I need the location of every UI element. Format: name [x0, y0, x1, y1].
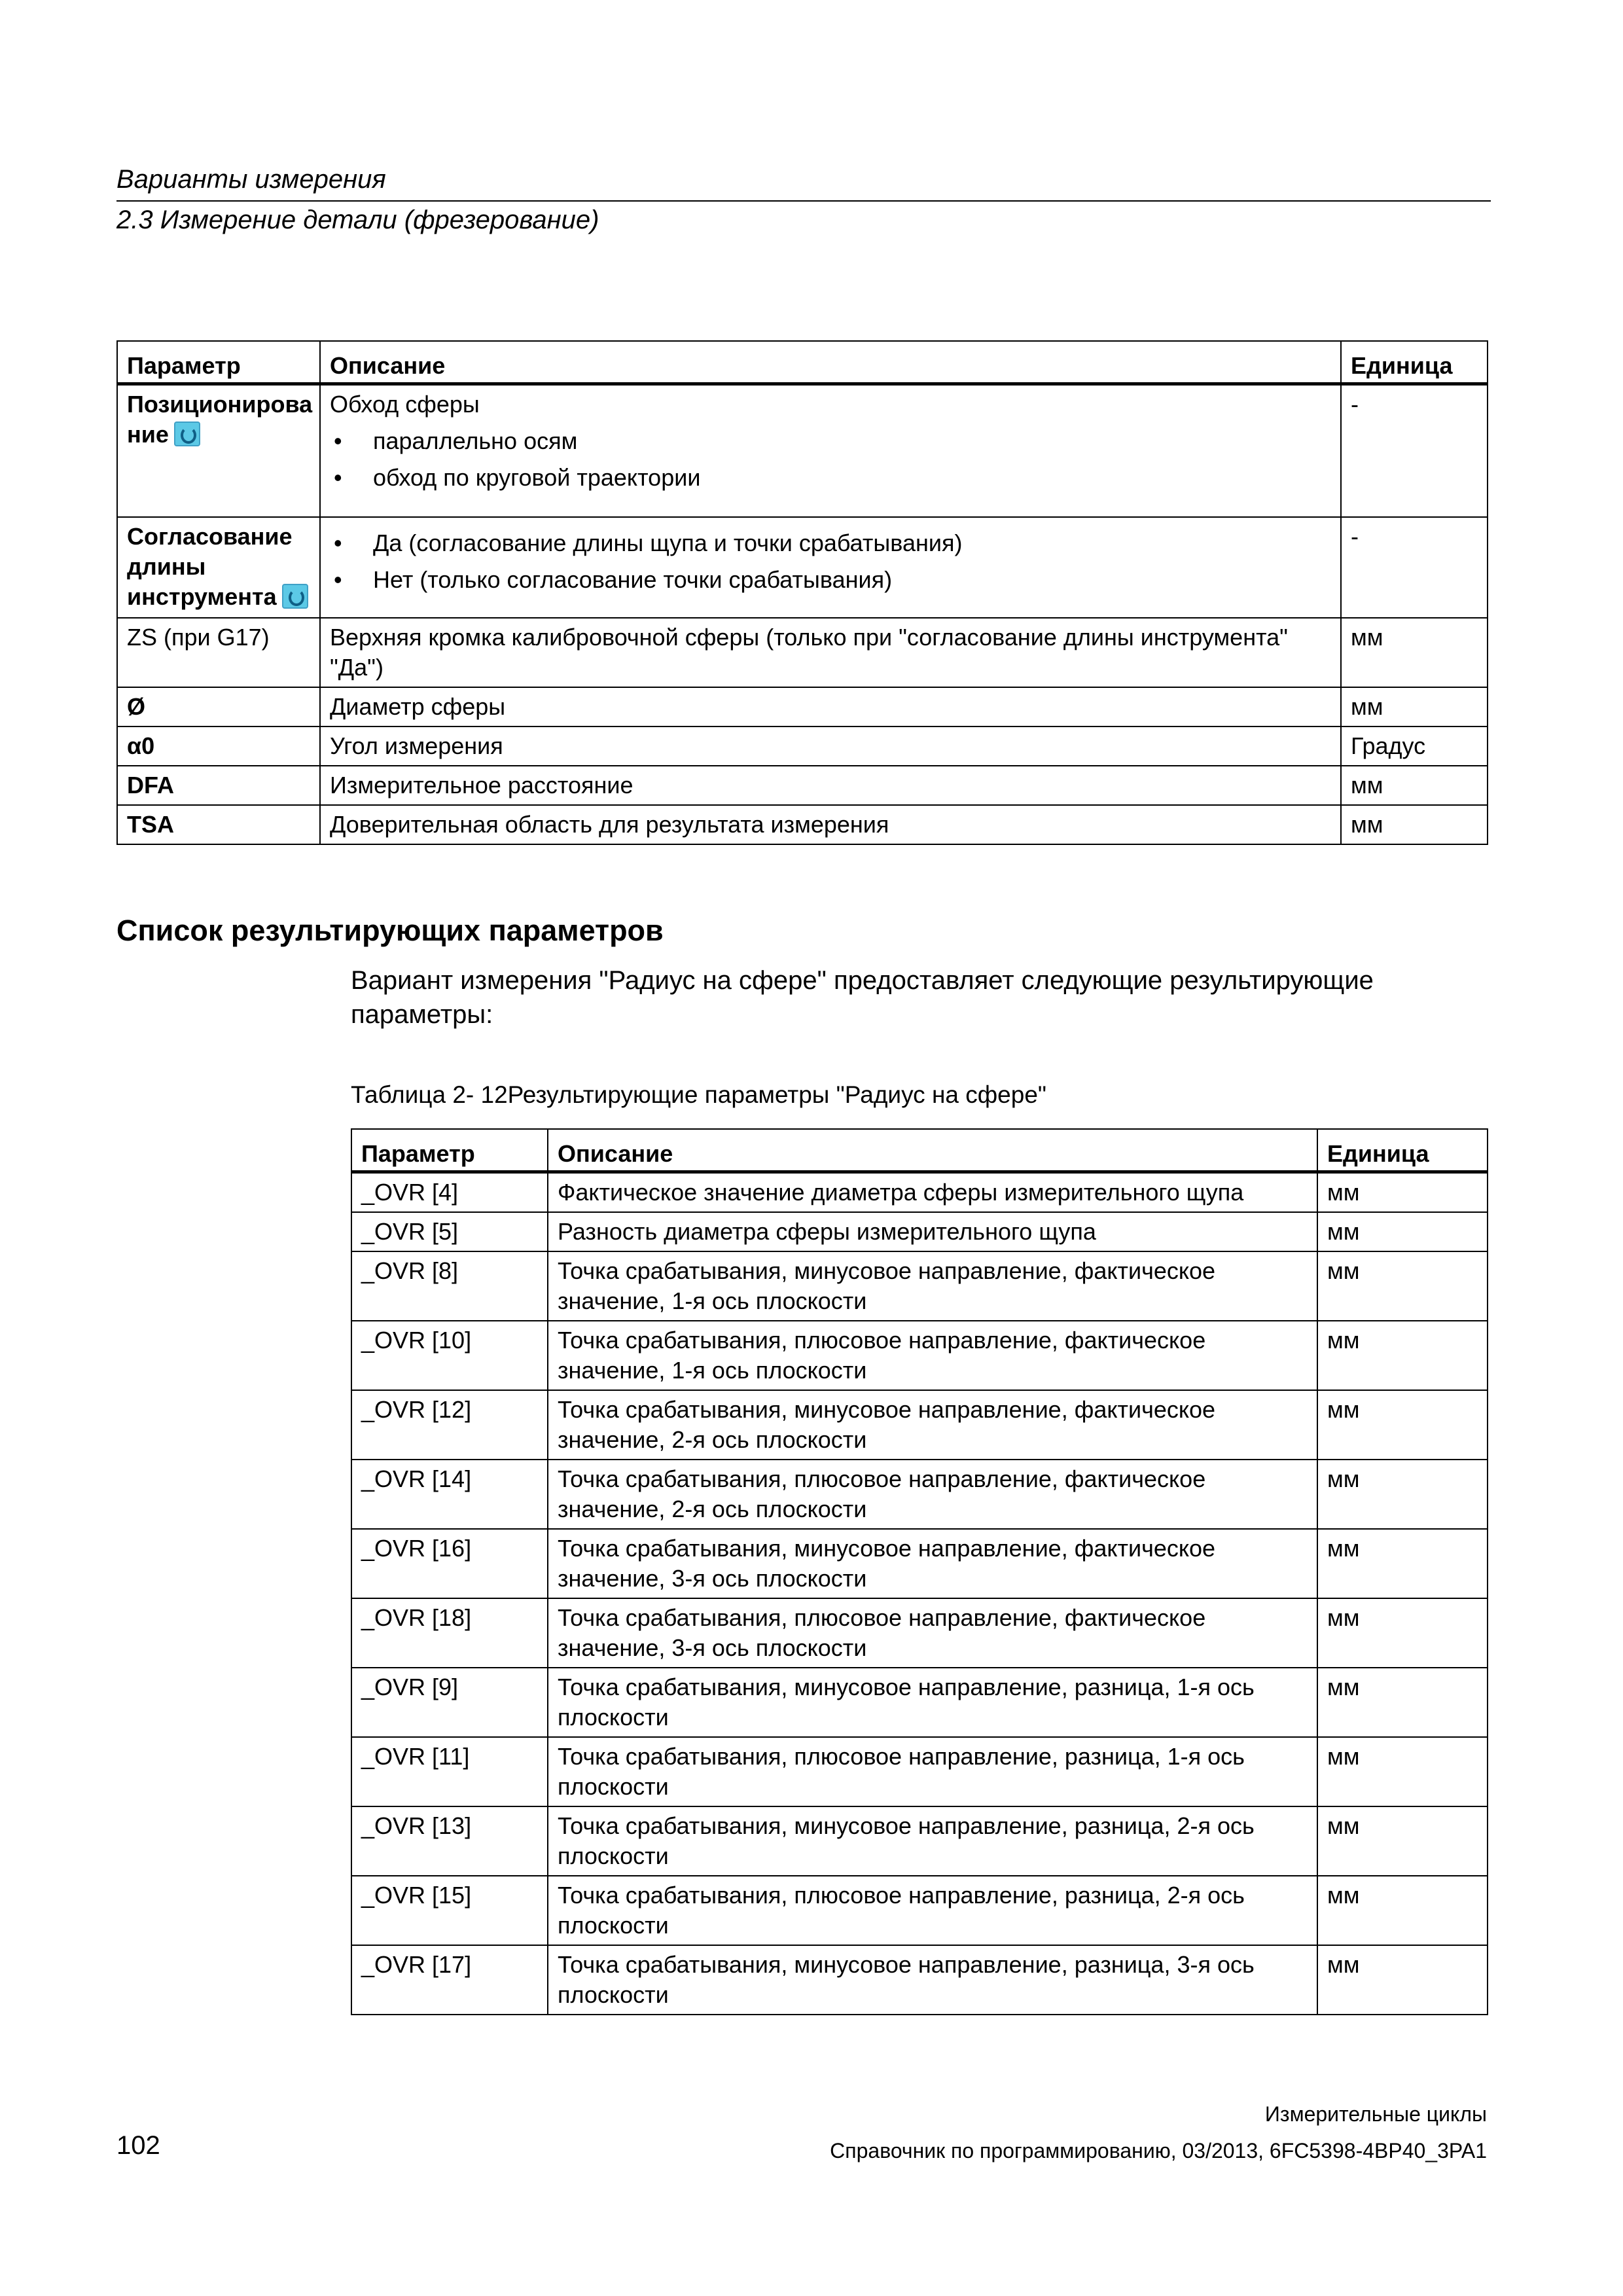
- result-parameter-table: [351, 1128, 1488, 2015]
- param-cell: _OVR [11]: [351, 1737, 548, 1806]
- unit-cell: -: [1341, 517, 1488, 618]
- table-row: [117, 687, 1488, 726]
- unit-cell: мм: [1317, 1806, 1488, 1876]
- unit-cell: мм: [1317, 1321, 1488, 1390]
- list-item: • параллельно осям: [330, 426, 1332, 456]
- description-cell: Точка срабатывания, минусовое направление, фактическое значение, 2-я ось плоскости: [548, 1390, 1317, 1460]
- description-cell: Верхняя кромка калибровочной сферы (только при "согласование длины инструмента" "Да"): [320, 618, 1341, 687]
- table-row: [117, 766, 1488, 805]
- unit-cell: мм: [1341, 766, 1488, 805]
- page-number: 102: [116, 2131, 160, 2160]
- parameter-table: [116, 340, 1488, 845]
- cycle-toggle-icon[interactable]: [174, 422, 200, 446]
- column-header: Параметр: [351, 1129, 548, 1172]
- param-cell: [117, 384, 320, 518]
- section-title: Список результирующих параметров: [116, 914, 664, 947]
- unit-cell: мм: [1317, 1876, 1488, 1945]
- running-header-section: 2.3 Измерение детали (фрезерование): [116, 206, 599, 234]
- bullet-icon: •: [334, 529, 342, 556]
- unit-cell: мм: [1317, 1460, 1488, 1529]
- param-cell: _OVR [9]: [351, 1668, 548, 1737]
- bullet-icon: •: [334, 464, 342, 491]
- description-cell: Точка срабатывания, минусовое направление, разница, 3-я ось плоскости: [548, 1945, 1317, 2015]
- column-header: Описание: [320, 341, 1341, 384]
- description-cell: Измерительное расстояние: [320, 766, 1341, 805]
- unit-cell: мм: [1317, 1251, 1488, 1321]
- header-rule: [116, 200, 1491, 202]
- param-cell: _OVR [18]: [351, 1598, 548, 1668]
- param-cell: _OVR [15]: [351, 1876, 548, 1945]
- unit-cell: мм: [1341, 618, 1488, 687]
- param-cell: _OVR [13]: [351, 1806, 548, 1876]
- description-cell: Точка срабатывания, плюсовое направление, фактическое значение, 2-я ось плоскости: [548, 1460, 1317, 1529]
- param-cell: _OVR [10]: [351, 1321, 548, 1390]
- unit-cell: мм: [1317, 1737, 1488, 1806]
- param-cell: _OVR [8]: [351, 1251, 548, 1321]
- unit-cell: мм: [1317, 1529, 1488, 1598]
- column-header: Единица: [1341, 341, 1488, 384]
- intro-paragraph: Вариант измерения "Радиус на сфере" предоставляет следующие результирующие параметры:: [351, 966, 1374, 1029]
- description-cell: Диаметр сферы: [320, 687, 1341, 726]
- description-cell: Разность диаметра сферы измерительного щупа: [548, 1212, 1317, 1251]
- table-row: [351, 1737, 1488, 1806]
- column-header: Параметр: [117, 341, 320, 384]
- table-caption: Таблица 2- 12Результирующие параметры "Радиус на сфере": [351, 1081, 1047, 1108]
- description-lead: Обход сферы: [330, 391, 480, 418]
- table-row: [351, 1321, 1488, 1390]
- table-row: [351, 1806, 1488, 1876]
- table-row: [117, 384, 1488, 518]
- description-cell: Точка срабатывания, минусовое направление, фактическое значение, 3-я ось плоскости: [548, 1529, 1317, 1598]
- column-header: Описание: [548, 1129, 1317, 1172]
- description-cell: [320, 517, 1341, 618]
- param-cell: α0: [117, 726, 320, 766]
- table-header-row: [351, 1129, 1488, 1172]
- description-cell: Точка срабатывания, минусовое направление, фактическое значение, 1-я ось плоскости: [548, 1251, 1317, 1321]
- description-cell: Точка срабатывания, минусовое направление, разница, 2-я ось плоскости: [548, 1806, 1317, 1876]
- unit-cell: мм: [1317, 1212, 1488, 1251]
- unit-cell: мм: [1341, 687, 1488, 726]
- table-row: [351, 1529, 1488, 1598]
- running-header-chapter: Варианты измерения: [116, 165, 386, 194]
- cycle-toggle-icon[interactable]: [282, 584, 308, 609]
- unit-cell: Градус: [1341, 726, 1488, 766]
- unit-cell: мм: [1341, 805, 1488, 844]
- table-row: [117, 805, 1488, 844]
- param-cell: ZS (при G17): [117, 618, 320, 687]
- param-name: Согласование длины инструмента: [127, 523, 293, 610]
- param-cell: [117, 517, 320, 618]
- list-item: • обход по круговой траектории: [330, 463, 1332, 493]
- table-row: [351, 1598, 1488, 1668]
- column-header: Единица: [1317, 1129, 1488, 1172]
- unit-cell: мм: [1317, 1172, 1488, 1213]
- table-row: [351, 1212, 1488, 1251]
- footer-reference: Справочник по программированию, 03/2013, 6FC5398-4BP40_3PA1: [830, 2139, 1487, 2162]
- unit-cell: мм: [1317, 1668, 1488, 1737]
- description-cell: Точка срабатывания, плюсовое направление, разница, 2-я ось плоскости: [548, 1876, 1317, 1945]
- param-cell: Ø: [117, 687, 320, 726]
- footer-manual-title: Измерительные циклы: [1264, 2102, 1487, 2126]
- bullet-icon: •: [334, 566, 342, 593]
- param-cell: DFA: [117, 766, 320, 805]
- list-item: • Да (согласование длины щупа и точки срабатывания): [330, 528, 1332, 558]
- table-row: [117, 726, 1488, 766]
- param-cell: _OVR [16]: [351, 1529, 548, 1598]
- unit-cell: мм: [1317, 1390, 1488, 1460]
- unit-cell: мм: [1317, 1945, 1488, 2015]
- param-cell: _OVR [12]: [351, 1390, 548, 1460]
- description-cell: Фактическое значение диаметра сферы измерительного щупа: [548, 1172, 1317, 1213]
- param-cell: _OVR [17]: [351, 1945, 548, 2015]
- table-row: [351, 1460, 1488, 1529]
- table-header-row: [117, 341, 1488, 384]
- description-cell: Доверительная область для результата измерения: [320, 805, 1341, 844]
- table-row: [351, 1251, 1488, 1321]
- table-row: [351, 1876, 1488, 1945]
- description-cell: Угол измерения: [320, 726, 1341, 766]
- table-row: [351, 1668, 1488, 1737]
- table-row: [117, 618, 1488, 687]
- bullet-icon: •: [334, 427, 342, 454]
- param-cell: TSA: [117, 805, 320, 844]
- param-name: Позиционирова ние: [127, 391, 313, 448]
- unit-cell: мм: [1317, 1598, 1488, 1668]
- table-row: [351, 1390, 1488, 1460]
- param-cell: _OVR [14]: [351, 1460, 548, 1529]
- table-row: [351, 1945, 1488, 2015]
- param-cell: _OVR [4]: [351, 1172, 548, 1213]
- param-cell: _OVR [5]: [351, 1212, 548, 1251]
- unit-cell: -: [1341, 384, 1488, 518]
- table-row: [351, 1172, 1488, 1213]
- description-cell: Точка срабатывания, плюсовое направление, разница, 1-я ось плоскости: [548, 1737, 1317, 1806]
- description-cell: Точка срабатывания, плюсовое направление, фактическое значение, 1-я ось плоскости: [548, 1321, 1317, 1390]
- description-cell: Точка срабатывания, минусовое направление, разница, 1-я ось плоскости: [548, 1668, 1317, 1737]
- table-row: [117, 517, 1488, 618]
- description-cell: [320, 384, 1341, 518]
- description-cell: Точка срабатывания, плюсовое направление, фактическое значение, 3-я ось плоскости: [548, 1598, 1317, 1668]
- list-item: • Нет (только согласование точки срабатывания): [330, 565, 1332, 595]
